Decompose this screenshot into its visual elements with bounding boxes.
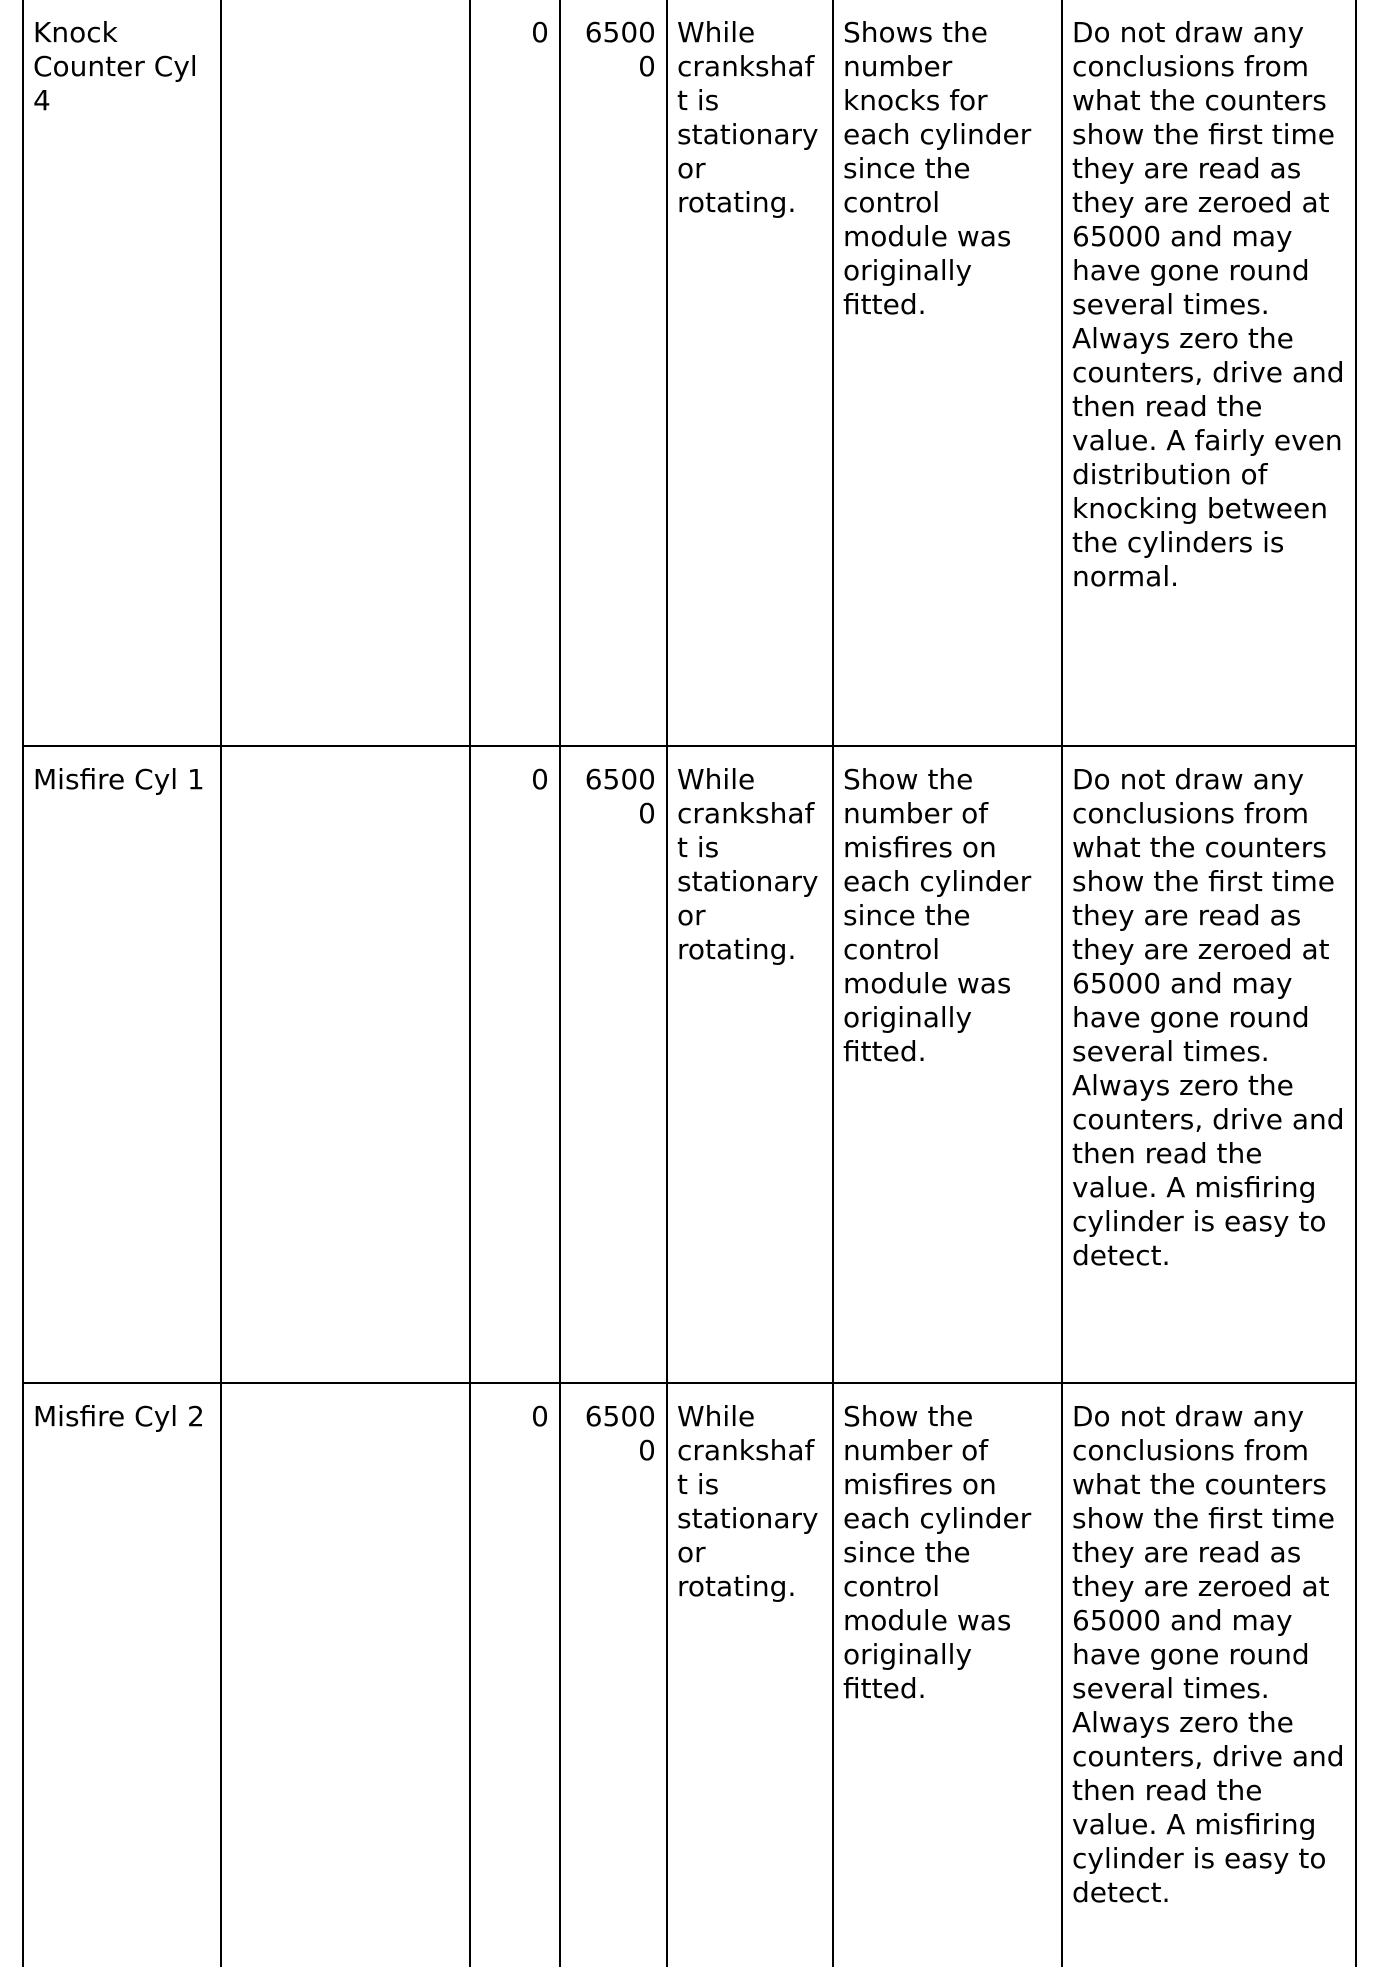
units-cell	[221, 0, 470, 746]
parameter-table	[22, 0, 1357, 1967]
notes-cell: Do not draw any conclusions from what the counters show the first time they are read as they are zeroed at 65000 and may have gone round several times. Always zero the counters, drive and then read the value. A misfiring cylinder is easy to detect.	[1062, 1383, 1356, 1967]
max-value-cell: 65000	[560, 746, 667, 1383]
table-row	[23, 1383, 1356, 1967]
parameter-name-cell: Misfire Cyl 2	[23, 1383, 221, 1967]
units-cell	[221, 746, 470, 1383]
notes-cell: Do not draw any conclusions from what the counters show the first time they are read as they are zeroed at 65000 and may have gone round several times. Always zero the counters, drive and then read the value. A fairly even distribution of knocking between the cylinders is normal.	[1062, 0, 1356, 746]
max-value-cell: 65000	[560, 1383, 667, 1967]
table-row	[23, 746, 1356, 1383]
description-cell: Shows the number knocks for each cylinder since the control module was originally fitted.	[833, 0, 1062, 746]
description-cell: Show the number of misfires on each cylinder since the control module was originally fitted.	[833, 1383, 1062, 1967]
max-value-cell: 65000	[560, 0, 667, 746]
description-cell: Show the number of misfires on each cylinder since the control module was originally fitted.	[833, 746, 1062, 1383]
parameter-name-cell: Knock Counter Cyl 4	[23, 0, 221, 746]
condition-cell: While crankshaft is stationary or rotating.	[667, 0, 833, 746]
parameter-name-cell: Misfire Cyl 1	[23, 746, 221, 1383]
min-value-cell: 0	[470, 746, 560, 1383]
condition-cell: While crankshaft is stationary or rotating.	[667, 1383, 833, 1967]
condition-cell: While crankshaft is stationary or rotating.	[667, 746, 833, 1383]
notes-cell: Do not draw any conclusions from what the counters show the first time they are read as they are zeroed at 65000 and may have gone round several times. Always zero the counters, drive and then read the value. A misfiring cylinder is easy to detect.	[1062, 746, 1356, 1383]
units-cell	[221, 1383, 470, 1967]
min-value-cell: 0	[470, 1383, 560, 1967]
table-row	[23, 0, 1356, 746]
min-value-cell: 0	[470, 0, 560, 746]
